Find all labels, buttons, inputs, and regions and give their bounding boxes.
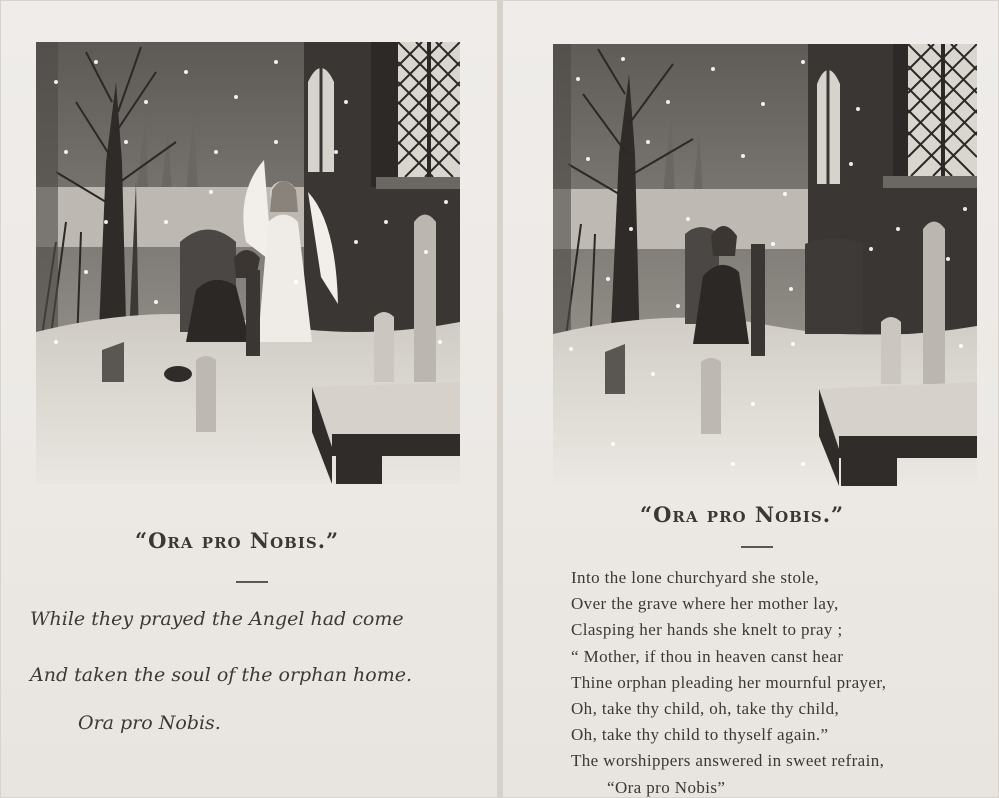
poem-line: Clasping her hands she knelt to pray ;: [571, 620, 843, 640]
verse-line: And taken the soul of the orphan home.: [30, 664, 413, 686]
poem-line: Oh, take thy child, oh, take thy child,: [571, 698, 840, 718]
poem-line: “ Mother, if thou in heaven canst hear: [571, 646, 844, 666]
photo-angel-and-orphan: [36, 42, 460, 484]
poem-line: Oh, take thy child to thyself again.”: [571, 725, 829, 745]
poem-line: “Ora pro Nobis”: [607, 777, 726, 797]
verse-line: While they prayed the Angel had come: [30, 608, 404, 630]
photo-praying-orphan-image: [553, 44, 977, 486]
poem-line: The worshippers answered in sweet refrain,: [571, 751, 885, 771]
poem-line: Thine orphan pleading her mournful prayer,: [571, 672, 887, 692]
verse-line: Ora pro Nobis.: [78, 712, 221, 734]
poem-line: Into the lone churchyard she stole,: [571, 568, 820, 587]
postcard-left: [0, 0, 498, 798]
poem-line: Over the grave where her mother lay,: [571, 594, 839, 614]
photo-praying-orphan: [553, 44, 977, 486]
title-divider: [741, 546, 773, 548]
title-divider: [236, 581, 268, 583]
card-title: “Ora pro Nobis.”: [135, 528, 340, 553]
card-title: “Ora pro Nobis.”: [640, 502, 845, 527]
photo-angel-and-orphan-image: [36, 42, 460, 484]
poem-text: [571, 565, 991, 798]
